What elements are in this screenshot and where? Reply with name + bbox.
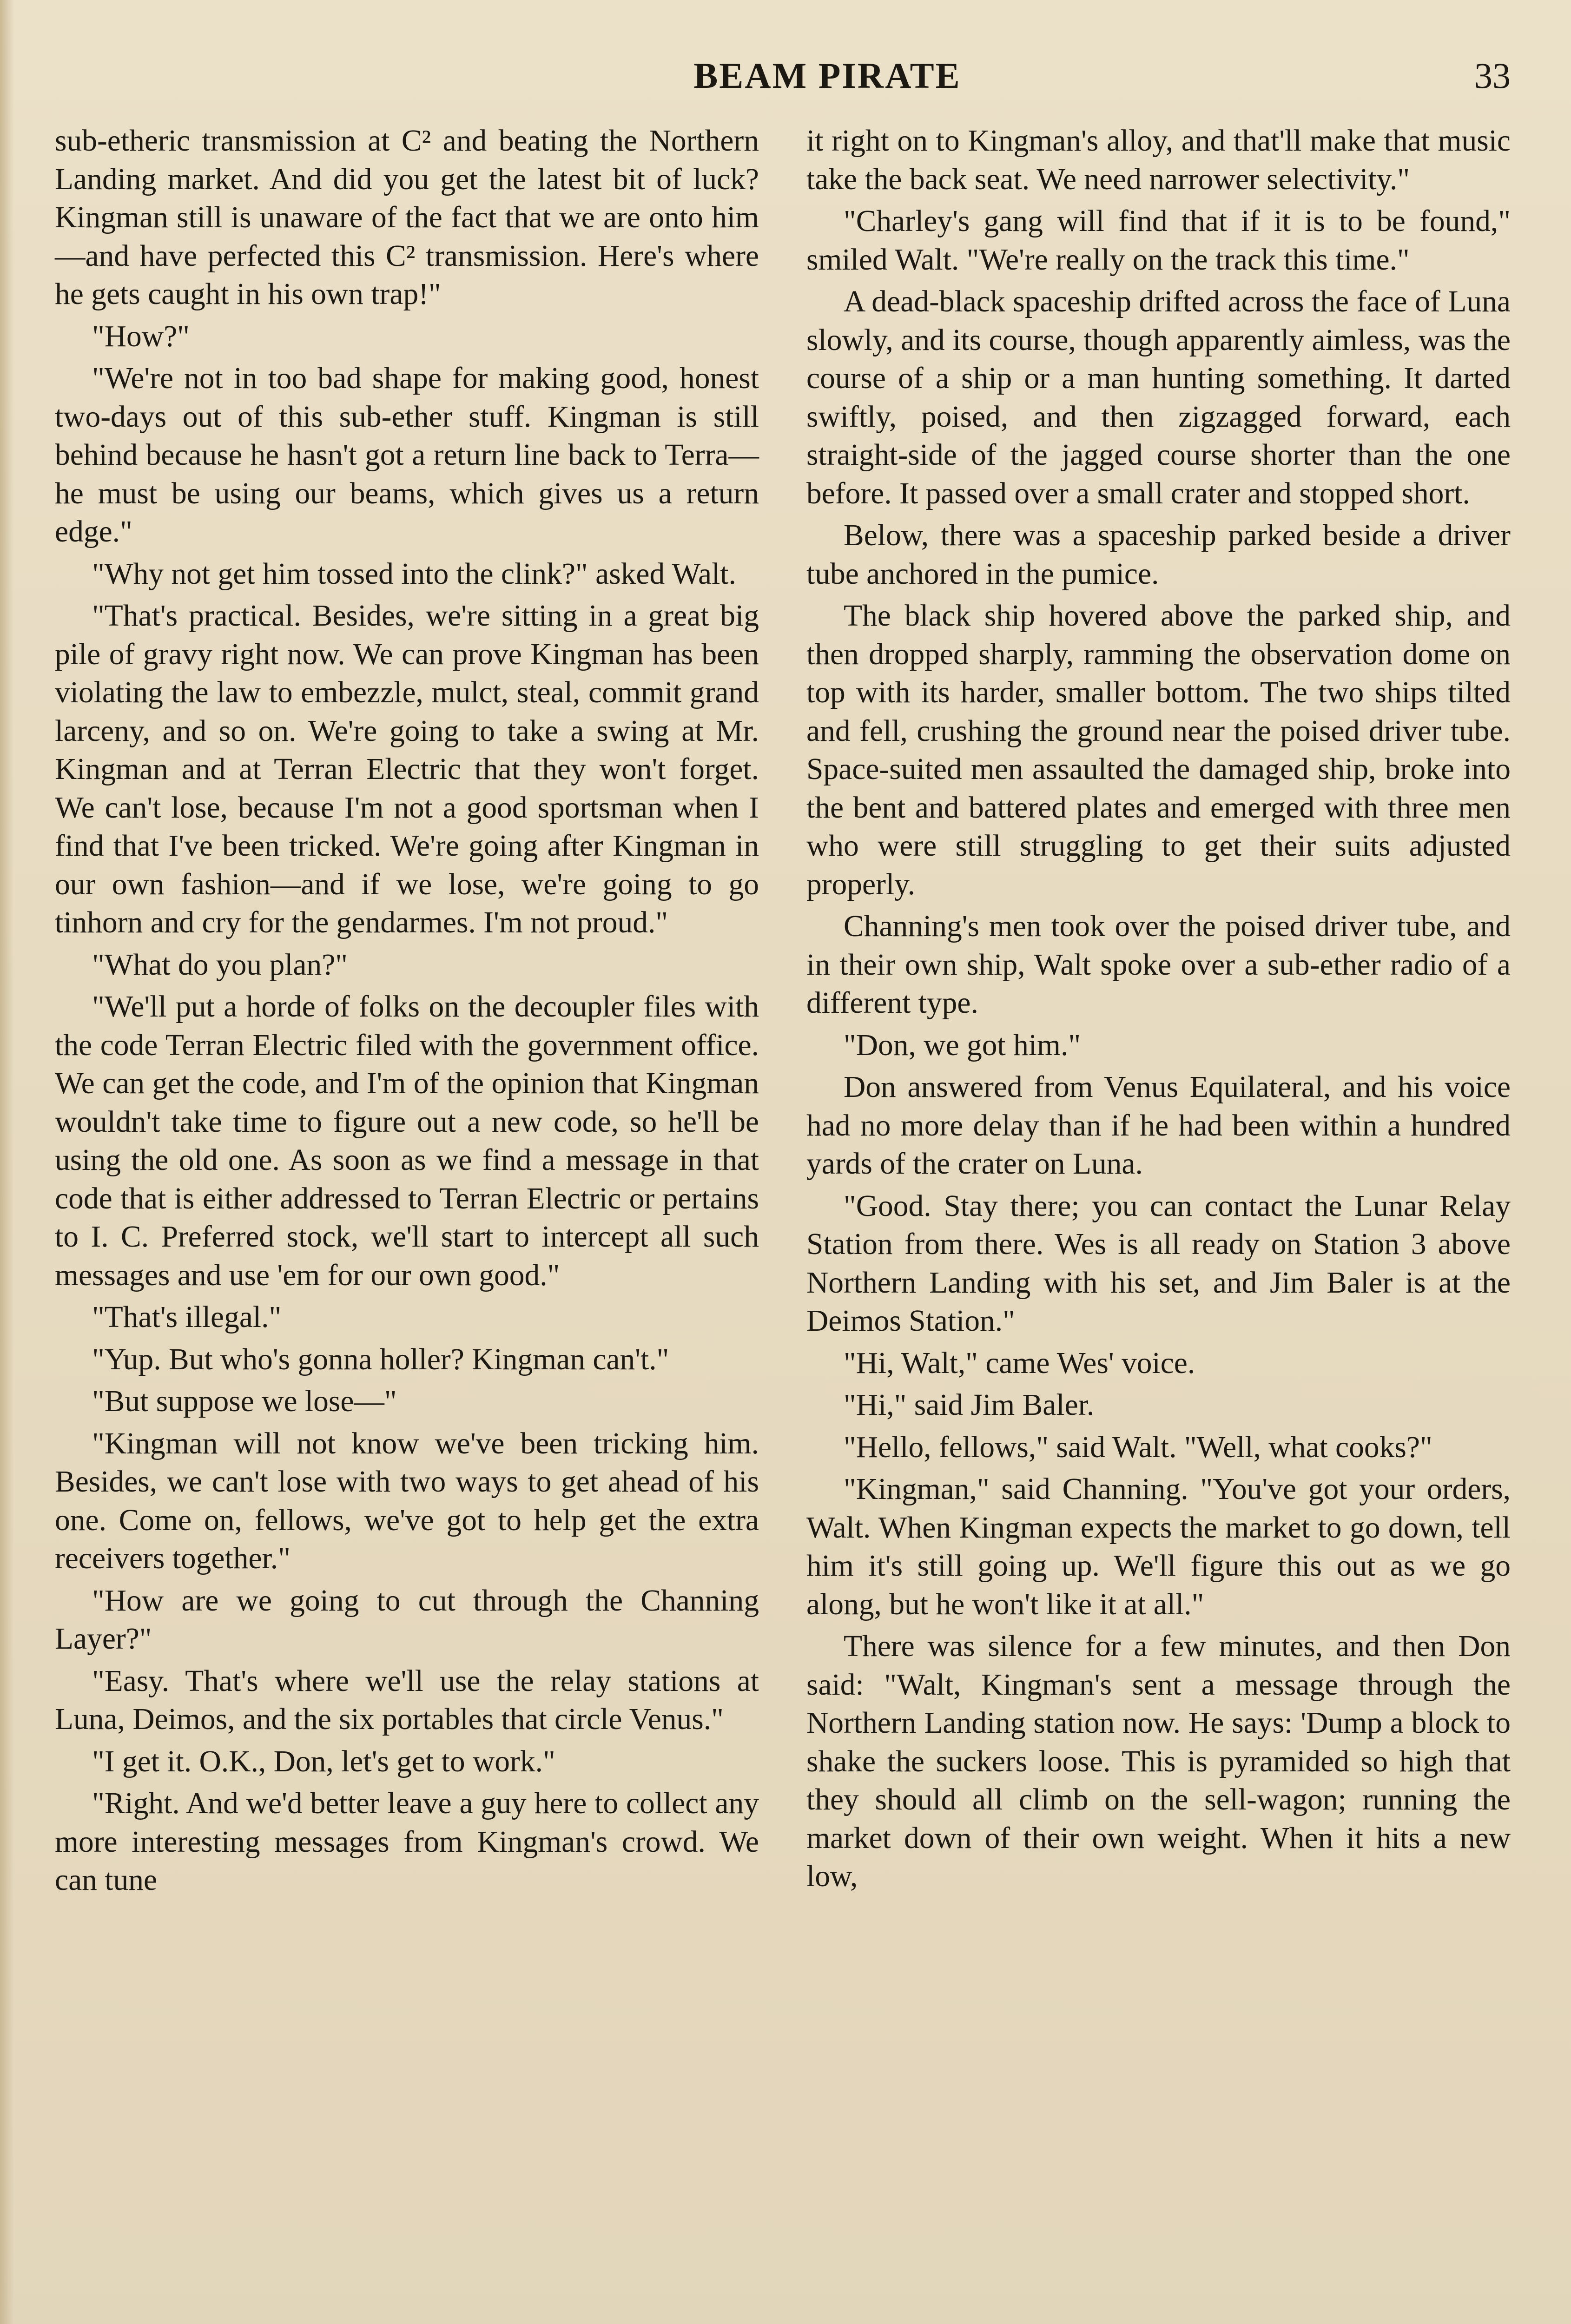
paragraph: A dead-black spaceship drifted across the face of Luna slowly, and its course, though apparently aimless, was the course of a ship or a man hunting something. It darted swiftly, poised, and then zigzagged forward, each straight-side of the jagged course shorter than the one before. It passed over a small crater and stopped short. bbox=[806, 285, 1511, 510]
paragraph: "Kingman," said Channing. "You've got your orders, Walt. When Kingman expects the market to go down, tell him it's still going up. We'll figure this out as we go along, but he won't like it at all." bbox=[806, 1472, 1511, 1621]
paragraph: "What do you plan?" bbox=[92, 948, 348, 982]
paragraph: Channing's men took over the poised driver tube, and in their own ship, Walt spoke over a sub-ether radio of a different type. bbox=[806, 910, 1511, 1020]
running-title: BEAM PIRATE bbox=[693, 55, 961, 96]
paragraph: There was silence for a few minutes, and then Don said: "Walt, Kingman's sent a message through the Northern Landing station now. He says: 'Dump a block to shake the suckers loose. This is pyramided so high that they should all climb on the sell-wagon; running the market down of their own weight. When it hits a new low, bbox=[806, 1630, 1511, 1893]
paragraph: "Don, we got him." bbox=[844, 1028, 1081, 1062]
paragraph: "How?" bbox=[92, 319, 190, 353]
paragraph: "We'll put a horde of folks on the decoupler files with the code Terran Electric filed with the government office. We can get the code, and I'm of the opinion that Kingman wouldn't take time to figure out a new code, so he'll be using the old one. As soon as we find a message in that code that is either addressed to Terran Electric or pertains to I. C. Preferred stock, we'll start to intercept all such messages and use 'em for our own good." bbox=[55, 990, 759, 1292]
paragraph: "Hi," said Jim Baler. bbox=[844, 1388, 1095, 1422]
paragraph: "We're not in too bad shape for making good, honest two-days out of this sub-ether stuff. Kingman is still behind because he hasn't got a return line back to Terra—he must be using our beams, which gives us a return edge." bbox=[55, 362, 759, 548]
paragraph: "I get it. O.K., Don, let's get to work." bbox=[92, 1744, 555, 1778]
paragraph: "Easy. That's where we'll use the relay stations at Luna, Deimos, and the six portables that circle Venus." bbox=[55, 1664, 759, 1736]
paragraph: "That's illegal." bbox=[92, 1301, 282, 1334]
paragraph: "That's practical. Besides, we're sitting in a great big pile of gravy right now. We can prove Kingman has been violating the law to embezzle, mulct, steal, commit grand larceny, and so on. We're going to take a swing at Mr. Kingman and at Terran Electric that they won't forget. We can't lose, because I'm not a good sportsman when I find that I've been tricked. We're going after Kingman in our own fashion—and if we lose, we're going to go tinhorn and cry for the gendarmes. I'm not proud." bbox=[55, 599, 759, 939]
left-column bbox=[55, 122, 759, 1903]
paragraph: "Good. Stay there; you can contact the Lunar Relay Station from there. Wes is all ready on Station 3 above Northern Landing with his set, and Jim Baler is at the Deimos Station." bbox=[806, 1189, 1511, 1338]
paragraph: "Right. And we'd better leave a guy here to collect any more interesting messages from Kingman's crowd. We can tune bbox=[55, 1787, 759, 1897]
page-header bbox=[0, 55, 1571, 106]
page-spine-shadow bbox=[0, 0, 14, 2324]
page-number: 33 bbox=[1474, 55, 1511, 96]
right-column bbox=[806, 122, 1511, 1900]
paragraph: "Kingman will not know we've been tricking him. Besides, we can't lose with two ways to get ahead of his one. Come on, fellows, we've got to help get the extra receivers together." bbox=[55, 1426, 759, 1575]
paragraph: Don answered from Venus Equilateral, and his voice had no more delay than if he had been within a hundred yards of the crater on Luna. bbox=[806, 1070, 1511, 1181]
paragraph: The black ship hovered above the parked ship, and then dropped sharply, ramming the observation dome on top with its harder, smaller bottom. The two ships tilted and fell, crushing the ground near the poised driver tube. Space-suited men assaulted the damaged ship, broke into the bent and battered plates and emerged with three men who were still struggling to get their suits adjusted properly. bbox=[806, 599, 1511, 901]
paragraph: "Yup. But who's gonna holler? Kingman can't." bbox=[92, 1342, 669, 1376]
paragraph: "But suppose we lose—" bbox=[92, 1385, 397, 1418]
paragraph: sub-etheric transmission at C² and beating the Northern Landing market. And did you get the latest bit of luck? Kingman still is unaware of the fact that we are onto him—and have perfected this C² transmission. Here's where he gets caught in his own trap!" bbox=[55, 124, 759, 311]
paragraph: Below, there was a spaceship parked beside a driver tube anchored in the pumice. bbox=[806, 519, 1511, 591]
paragraph: "Hi, Walt," came Wes' voice. bbox=[844, 1346, 1195, 1380]
paragraph: "Hello, fellows," said Walt. "Well, what cooks?" bbox=[844, 1430, 1432, 1464]
paragraph: "Why not get him tossed into the clink?" asked Walt. bbox=[92, 557, 736, 591]
paragraph: it right on to Kingman's alloy, and that'll make that music take the back seat. We need narrower selectivity." bbox=[806, 124, 1511, 196]
paragraph: "Charley's gang will find that if it is to be found," smiled Walt. "We're really on the track this time." bbox=[806, 205, 1511, 277]
paragraph: "How are we going to cut through the Channing Layer?" bbox=[55, 1584, 759, 1656]
